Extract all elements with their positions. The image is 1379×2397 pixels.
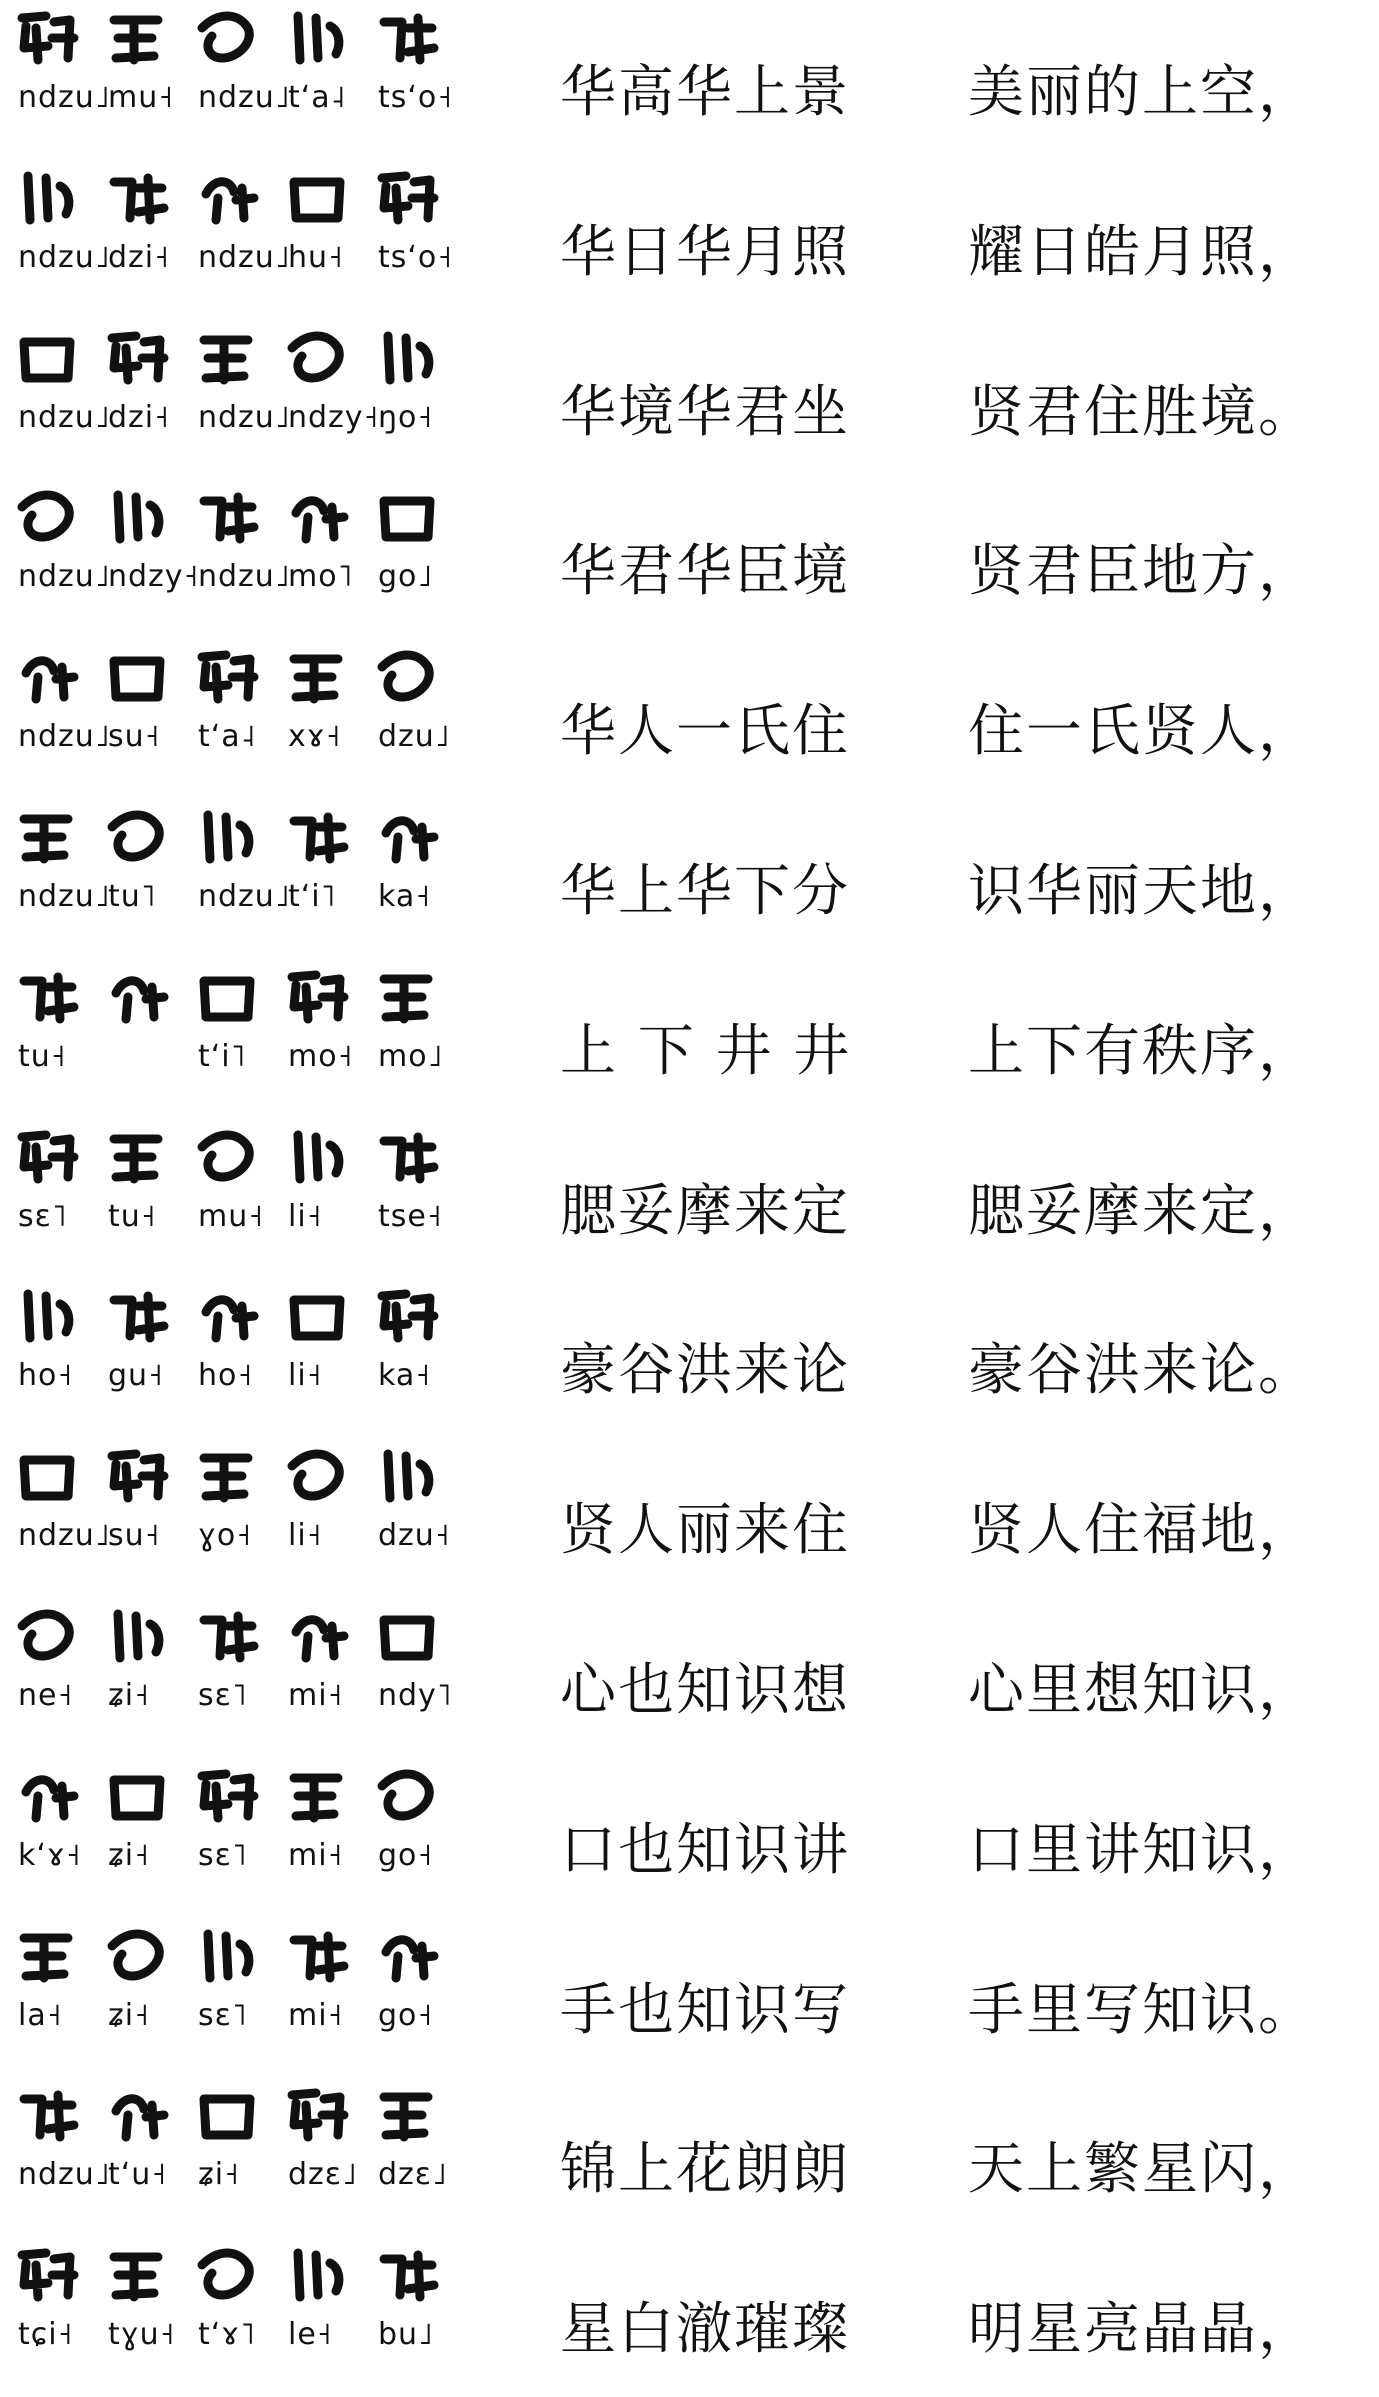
yi-script-line — [18, 8, 458, 72]
free-translation: 贤人住福地， — [968, 1498, 1316, 1564]
romanization-syllable: ts‘o˧ — [378, 80, 454, 115]
romanization-syllable: go˧ — [378, 1837, 434, 1873]
romanization-syllable: t‘i˥ — [288, 879, 337, 914]
romanization-line — [18, 719, 458, 775]
romanization-syllable: mo˧ — [288, 1038, 354, 1074]
romanization-line — [18, 80, 458, 136]
free-translation: 口里讲知识， — [968, 1817, 1316, 1883]
yi-script-line — [18, 1446, 458, 1510]
romanization-syllable: dzi˧ — [108, 399, 170, 435]
verse-row — [0, 0, 1379, 160]
yi-glyph — [116, 2099, 164, 2137]
yi-glyph — [118, 495, 159, 539]
romanization-syllable: ndzu˩ — [18, 239, 111, 275]
romanization-syllable: dzu˧ — [378, 1518, 451, 1554]
yi-script-line — [18, 647, 458, 711]
yi-glyph — [292, 1454, 339, 1496]
free-translation: 腮妥摩来定， — [968, 1178, 1316, 1244]
yi-glyph — [296, 501, 344, 539]
yi-glyph — [24, 819, 68, 859]
romanization-syllable: ndzu˩ — [198, 80, 291, 115]
yi-glyph — [292, 975, 344, 1019]
free-translation: 明星亮晶晶， — [968, 2297, 1316, 2363]
yi-glyph — [384, 1620, 430, 1656]
romanization-syllable: go˧ — [378, 1997, 434, 2033]
yi-script-line — [18, 487, 458, 551]
romanization-syllable: le˧ — [288, 2317, 333, 2353]
yi-script-line — [18, 1606, 458, 1670]
yi-glyph — [204, 2099, 250, 2135]
verse-row — [0, 1918, 1379, 2078]
romanization-syllable: dzɛ˩ — [288, 2157, 358, 2193]
literal-translation: 手也知识写 — [560, 1977, 850, 2043]
yi-glyph — [22, 1614, 69, 1656]
romanization-syllable: xɤ˧ — [288, 719, 342, 755]
romanization-syllable: ka˧ — [378, 879, 432, 914]
yi-glyph — [294, 1300, 340, 1336]
romanization-line — [18, 2317, 458, 2373]
yi-glyph — [114, 178, 164, 220]
romanization-syllable: ɣo˧ — [198, 1518, 253, 1554]
yi-glyph — [116, 981, 164, 1019]
yi-glyph — [294, 659, 338, 699]
yi-glyph — [202, 1135, 249, 1177]
verse-row — [0, 1758, 1379, 1918]
free-translation: 心里想知识， — [968, 1658, 1316, 1723]
romanization-syllable: ndzu˩ — [18, 399, 111, 435]
romanization-syllable: ndzu˩ — [18, 879, 111, 914]
romanization-syllable: t‘u˧ — [108, 2157, 168, 2193]
yi-glyph — [26, 661, 74, 699]
yi-glyph — [24, 1938, 68, 1978]
romanization-syllable: go˩ — [378, 559, 434, 595]
romanization-syllable: k‘ɤ˧ — [18, 1837, 82, 1873]
romanization-syllable: ʑi˧ — [108, 1678, 150, 1713]
free-translation: 手里写知识。 — [968, 1977, 1316, 2043]
romanization-line — [18, 1518, 458, 1574]
romanization-syllable: sɛ˥ — [198, 1678, 248, 1713]
verse-row — [0, 1119, 1379, 1279]
romanization-syllable: ndy˥ — [378, 1678, 453, 1713]
romanization-syllable: su˧ — [108, 1518, 161, 1554]
romanization-syllable: t‘a˨ — [288, 80, 347, 115]
romanization-syllable: ndzu˩ — [198, 879, 291, 914]
romanization-line — [18, 559, 458, 615]
yi-glyph — [386, 821, 434, 859]
yi-glyph — [114, 2257, 158, 2297]
romanization-syllable: tu˧ — [108, 1198, 157, 1234]
yi-script-line — [18, 1127, 458, 1191]
yi-glyph — [112, 815, 159, 857]
romanization-line — [18, 1199, 458, 1255]
romanization-syllable: ndzu˩ — [18, 2157, 111, 2193]
romanization-line — [18, 1039, 458, 1095]
verse-row — [0, 160, 1379, 320]
yi-script-line — [18, 2245, 458, 2309]
yi-glyph — [384, 1137, 434, 1179]
yi-glyph — [382, 1294, 434, 1338]
romanization-line — [18, 1838, 458, 1894]
romanization-syllable: ts‘o˧ — [378, 239, 454, 275]
romanization-syllable: sɛ˥ — [198, 1837, 248, 1873]
yi-glyph — [22, 495, 69, 537]
romanization-syllable: ho˧ — [18, 1358, 74, 1394]
romanization-syllable: mu˧ — [198, 1198, 265, 1234]
yi-glyph — [208, 815, 249, 859]
yi-glyph — [114, 1296, 164, 1338]
yi-glyph — [294, 182, 340, 218]
free-translation: 贤君臣地方， — [968, 539, 1316, 605]
free-translation: 天上繁星闪， — [968, 2137, 1316, 2203]
romanization-syllable: la˧ — [18, 1997, 63, 2033]
romanization-line — [18, 1678, 458, 1734]
literal-translation: 华境华君坐 — [560, 379, 850, 445]
romanization-syllable: mi˧ — [288, 1997, 344, 2033]
yi-glyph — [114, 1780, 160, 1816]
romanization-syllable: ndzu˩ — [18, 80, 111, 115]
romanization-syllable: mi˧ — [288, 1678, 344, 1713]
yi-glyph — [202, 2253, 249, 2295]
yi-glyph — [114, 1139, 158, 1179]
yi-glyph — [292, 2093, 344, 2137]
yi-glyph — [112, 1454, 164, 1498]
yi-glyph — [388, 336, 429, 380]
yi-glyph — [384, 979, 428, 1019]
yi-script-line — [18, 2085, 458, 2149]
romanization-syllable: ʑi˧ — [198, 2157, 240, 2193]
yi-glyph — [114, 20, 158, 60]
romanization-syllable: sɛ˥ — [18, 1198, 68, 1234]
romanization-syllable: tse˧ — [378, 1198, 443, 1234]
yi-script-line — [18, 1926, 458, 1990]
yi-glyph — [112, 336, 164, 380]
verse-row — [0, 959, 1379, 1119]
yi-glyph — [382, 176, 434, 220]
romanization-syllable: ho˧ — [198, 1358, 254, 1394]
yi-glyph — [202, 655, 254, 699]
romanization-line — [18, 879, 458, 935]
yi-glyph — [384, 501, 430, 537]
romanization-syllable: li˧ — [288, 1198, 323, 1234]
romanization-syllable: ʑi˧ — [108, 1837, 150, 1873]
literal-translation: 星白澈璀璨 — [560, 2297, 850, 2363]
literal-translation: 口也知识讲 — [560, 1817, 850, 1883]
romanization-syllable: sɛ˥ — [198, 1997, 248, 2033]
verse-row — [0, 1278, 1379, 1438]
yi-glyph — [118, 1614, 159, 1658]
yi-glyph — [204, 981, 250, 1017]
yi-glyph — [22, 1135, 74, 1179]
verse-row — [0, 639, 1379, 799]
free-translation: 贤君住胜境。 — [968, 379, 1316, 445]
romanization-syllable: ka˧ — [378, 1358, 432, 1394]
literal-translation: 豪谷洪来论 — [560, 1338, 850, 1404]
romanization-syllable: tu˥ — [108, 879, 157, 914]
romanization-syllable: tɣu˧ — [108, 2317, 176, 2353]
yi-glyph — [24, 977, 74, 1019]
yi-glyph — [294, 817, 344, 859]
romanization-line — [18, 400, 458, 456]
yi-glyph — [22, 2253, 74, 2297]
romanization-syllable: mo˩ — [378, 1038, 444, 1074]
yi-glyph — [292, 336, 339, 378]
yi-glyph — [386, 1939, 434, 1977]
romanization-syllable: mi˧ — [288, 1837, 344, 1873]
romanization-line — [18, 1998, 458, 2054]
yi-glyph — [384, 18, 434, 60]
verse-row — [0, 479, 1379, 639]
yi-glyph — [298, 1135, 339, 1179]
yi-script-line — [18, 1766, 458, 1830]
romanization-syllable: ndzu˩ — [18, 559, 111, 595]
literal-translation: 华人一氏住 — [560, 699, 850, 765]
yi-glyph — [202, 16, 249, 58]
yi-glyph — [112, 1934, 159, 1976]
romanization-syllable: li˧ — [288, 1518, 323, 1554]
romanization-syllable: li˧ — [288, 1358, 323, 1394]
literal-translation: 锦上花朗朗 — [560, 2137, 850, 2203]
romanization-syllable: ndzu˩ — [18, 719, 111, 755]
romanization-syllable: ndzu˩ — [198, 239, 291, 275]
romanization-syllable: ŋo˧ — [378, 399, 434, 435]
free-translation: 豪谷洪来论。 — [968, 1338, 1316, 1404]
yi-glyph — [204, 1458, 248, 1498]
verse-row — [0, 2237, 1379, 2397]
free-translation: 识华丽天地， — [968, 859, 1316, 924]
literal-translation: 心也知识想 — [560, 1658, 850, 1723]
romanization-syllable: dzi˧ — [108, 239, 170, 275]
yi-glyph — [114, 661, 160, 697]
yi-glyph — [382, 655, 429, 697]
yi-glyph — [298, 16, 339, 60]
verse-row — [0, 1598, 1379, 1758]
yi-script-line — [18, 1286, 458, 1350]
romanization-syllable: gu˧ — [108, 1358, 164, 1394]
yi-glyph — [28, 1294, 69, 1338]
romanization-syllable: t‘a˨ — [198, 719, 257, 755]
yi-glyph — [294, 1778, 338, 1818]
romanization-syllable: ndzy˧ — [108, 559, 200, 595]
yi-glyph — [206, 182, 254, 220]
romanization-syllable: tɕi˧ — [18, 2317, 74, 2353]
yi-glyph — [204, 497, 254, 539]
romanization-syllable: dzɛ˩ — [378, 2157, 448, 2193]
romanization-syllable: ndzu˩ — [198, 399, 291, 435]
yi-glyph — [26, 1780, 74, 1818]
romanization-syllable: tu˧ — [18, 1038, 67, 1074]
free-translation: 耀日皓月照， — [968, 219, 1316, 285]
yi-glyph — [384, 2255, 434, 2297]
romanization-syllable: hu˧ — [288, 239, 344, 275]
romanization-line — [18, 1358, 458, 1414]
literal-translation: 上 下 井 井 — [560, 1018, 852, 1084]
verse-row — [0, 320, 1379, 480]
literal-translation: 贤人丽来住 — [560, 1498, 850, 1564]
romanization-syllable: t‘i˥ — [198, 1038, 247, 1074]
yi-glyph — [202, 1774, 254, 1818]
romanization-syllable: ndzu˩ — [198, 559, 291, 595]
yi-glyph — [294, 1936, 344, 1978]
romanization-syllable: ndzy˧ — [288, 399, 380, 435]
verse-row — [0, 2077, 1379, 2237]
yi-glyph — [208, 1934, 249, 1978]
free-translation: 住一氏贤人， — [968, 699, 1316, 765]
yi-glyph — [384, 2097, 428, 2137]
romanization-syllable: dzu˩ — [378, 719, 451, 755]
yi-glyph — [24, 1460, 70, 1496]
romanization-syllable: ne˧ — [18, 1678, 74, 1713]
literal-translation: 华上华下分 — [560, 859, 850, 924]
yi-glyph — [388, 1454, 429, 1498]
yi-script-line — [18, 807, 458, 871]
romanization-syllable: mu˧ — [108, 80, 175, 115]
yi-glyph — [206, 1300, 254, 1338]
romanization-syllable: bu˩ — [378, 2317, 434, 2353]
romanization-syllable: ndzu˩ — [18, 1518, 111, 1554]
yi-script-line — [18, 967, 458, 1031]
yi-glyph — [28, 176, 69, 220]
literal-translation: 华君华臣境 — [560, 539, 850, 605]
yi-glyph — [22, 16, 74, 60]
yi-script-line — [18, 328, 458, 392]
free-translation: 美丽的上空， — [968, 60, 1316, 125]
romanization-syllable: ʑi˧ — [108, 1997, 150, 2033]
romanization-syllable: t‘ɤ˥ — [198, 2317, 256, 2353]
yi-script-line — [18, 168, 458, 232]
free-translation: 上下有秩序， — [968, 1018, 1316, 1084]
literal-translation: 华日华月照 — [560, 219, 850, 285]
yi-glyph — [204, 340, 248, 380]
yi-glyph — [204, 1616, 254, 1658]
yi-glyph — [298, 2253, 339, 2297]
romanization-line — [18, 2157, 458, 2213]
romanization-line — [18, 240, 458, 296]
verse-row — [0, 1438, 1379, 1598]
yi-glyph — [382, 1774, 429, 1816]
romanization-syllable: mo˥ — [288, 559, 354, 595]
literal-translation: 腮妥摩来定 — [560, 1178, 850, 1244]
yi-glyph — [24, 342, 70, 378]
yi-glyph — [296, 1620, 344, 1658]
yi-glyph — [24, 2095, 74, 2137]
literal-translation: 华高华上景 — [560, 60, 850, 125]
verse-row — [0, 799, 1379, 959]
romanization-syllable: su˧ — [108, 719, 161, 755]
